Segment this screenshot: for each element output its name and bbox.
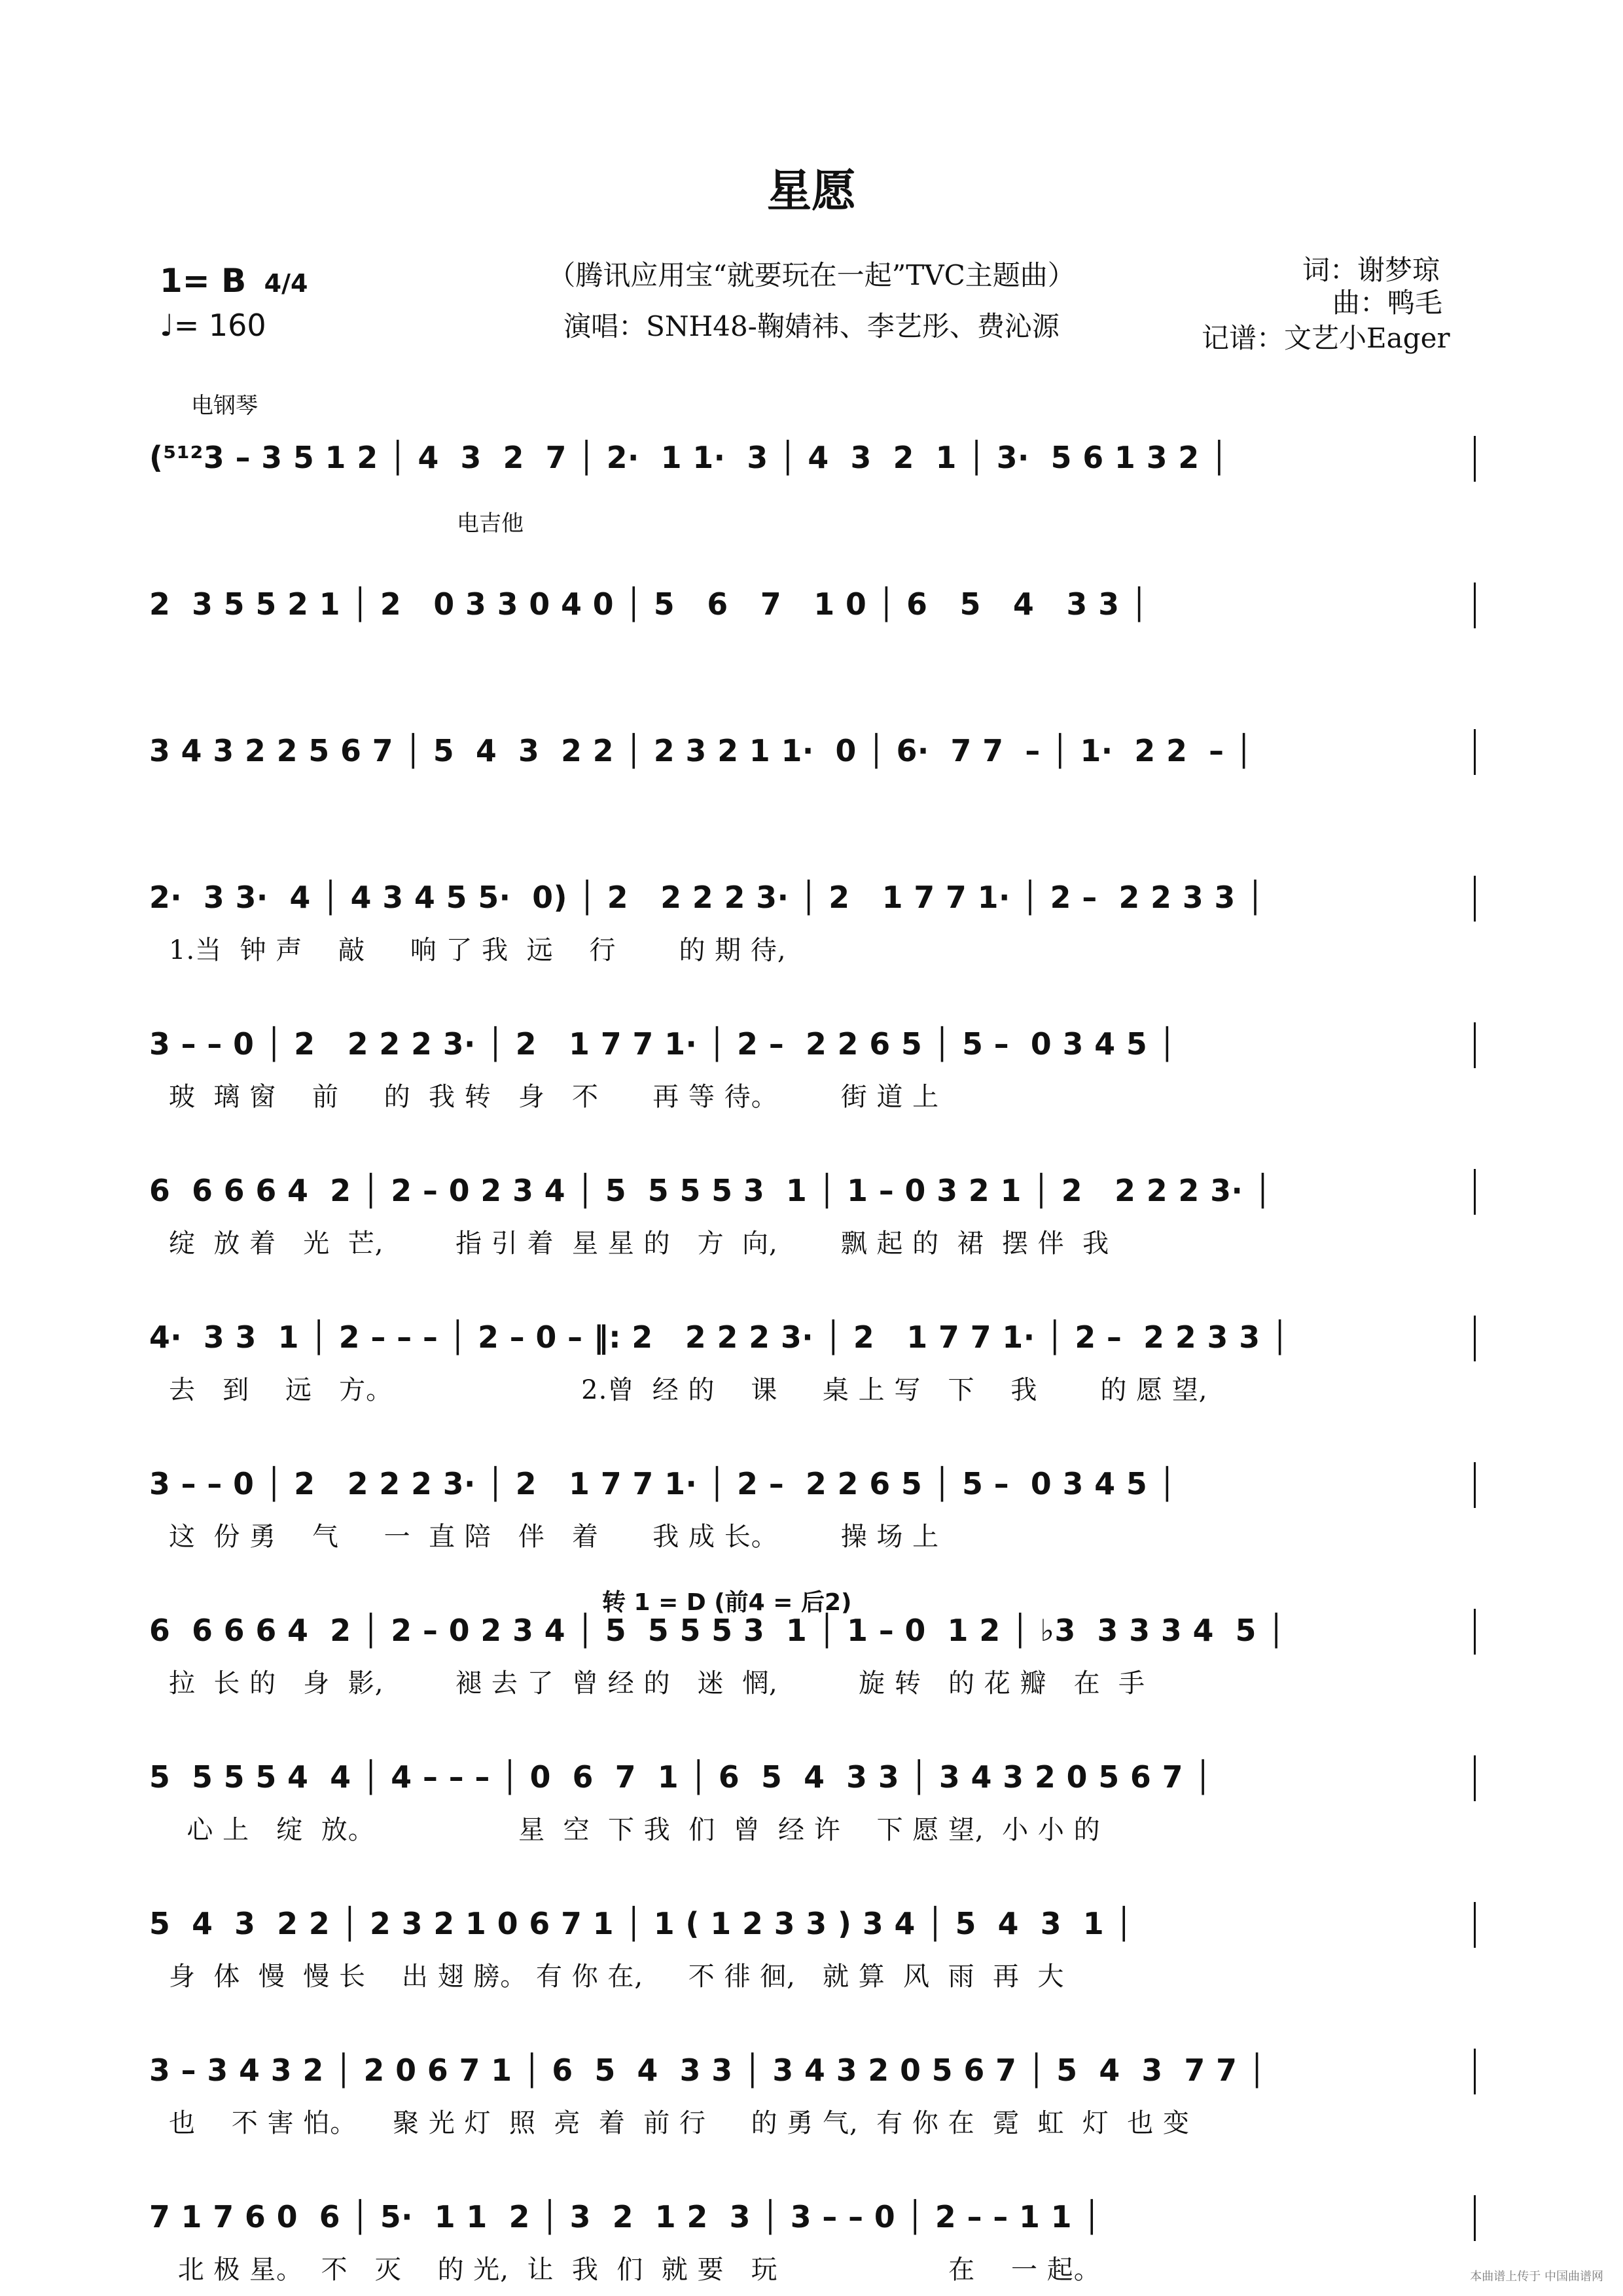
score-row bbox=[149, 440, 1474, 475]
lyric-line: 玻 璃 窗 前 的 我 转 身 不 再 等 待。 街 道 上 bbox=[169, 1082, 940, 1112]
score-row bbox=[149, 2053, 1474, 2140]
instrument-guitar: 电吉他 bbox=[457, 511, 524, 537]
tempo-marking: ♩= 160 bbox=[160, 308, 266, 343]
score-row bbox=[149, 1319, 1474, 1407]
score-row bbox=[149, 2199, 1474, 2286]
barline bbox=[1474, 876, 1476, 922]
barline bbox=[1474, 2195, 1476, 2241]
notation-line: 5 4 3 2 2 │ 2 3 2 1 0 6 7 1 │ 1 ( 1 2 3 3 ) 3 4 │ 5 4 3 1 │ bbox=[149, 1906, 1133, 1941]
key-label: 1= B bbox=[160, 262, 247, 300]
barline bbox=[1474, 1755, 1476, 1801]
composer: 曲：鸭毛 bbox=[1332, 287, 1443, 319]
time-signature: 4/4 bbox=[264, 269, 308, 298]
score-row bbox=[149, 1613, 1474, 1700]
barline bbox=[1474, 1169, 1476, 1215]
notation-line: 7 1 7 6 0 6 │ 5· 1 1 2 │ 3 2 1 2 3 │ 3 – – 0 │ 2 – – 1 1 │ bbox=[149, 2199, 1101, 2234]
lyric-line: 1.当 钟 声 敲 响 了 我 远 行 的 期 待, bbox=[169, 935, 787, 965]
page-title: 星愿 bbox=[766, 166, 856, 217]
footer-credit: 本曲谱上传于 中国曲谱网 bbox=[1470, 2270, 1603, 2284]
score-row bbox=[149, 1026, 1474, 1113]
barline bbox=[1474, 1462, 1476, 1508]
notation-line: (⁵¹²3 – 3 5 1 2 │ 4 3 2 7 │ 2· 1 1· 3 │ 4 3 2 1 │ 3· 5 6 1 3 2 │ bbox=[149, 440, 1229, 475]
score-row bbox=[149, 1906, 1474, 1993]
score-row bbox=[149, 1759, 1474, 1846]
lyric-line: 北 极 星。 不 灭 的 光, 让 我 们 就 要 玩 在 一 起。 bbox=[169, 2255, 1101, 2285]
transcriber: 记谱：文艺小Eager bbox=[1202, 322, 1450, 354]
barline bbox=[1474, 583, 1476, 628]
barline bbox=[1474, 2049, 1476, 2094]
notation-line: 4· 3 3 1 │ 2 – – – │ 2 – 0 – ‖: 2 2 2 2 3· │ 2 1 7 7 1· │ 2 – 2 2 3 3 │ bbox=[149, 1319, 1289, 1355]
notation-line: 3 4 3 2 2 5 6 7 │ 5 4 3 2 2 │ 2 3 2 1 1· 0 │ 6· 7 7 – │ 1· 2 2 – │ bbox=[149, 733, 1253, 768]
lyric-line: 拉 长 的 身 影, 褪 去 了 曾 经 的 迷 惘, 旋 转 的 花 瓣 在 手 bbox=[169, 1668, 1146, 1698]
subtitle: （腾讯应用宝“就要玩在一起”TVC主题曲） bbox=[548, 259, 1075, 291]
score-row bbox=[149, 1173, 1474, 1260]
lyricist: 词：谢梦琼 bbox=[1302, 254, 1440, 286]
lyric-line: 也 不 害 怕。 聚 光 灯 照 亮 着 前 行 的 勇 气, 有 你 在 霓 虹 灯 也 变 bbox=[169, 2108, 1190, 2138]
score-row bbox=[149, 586, 1474, 622]
performers: 演唱：SNH48-鞠婧祎、李艺彤、费沁源 bbox=[563, 310, 1060, 342]
score-row bbox=[149, 880, 1474, 967]
lyric-line: 这 份 勇 气 一 直 陪 伴 着 我 成 长。 操 场 上 bbox=[169, 1522, 940, 1552]
instrument-piano: 电钢琴 bbox=[191, 393, 258, 419]
barline bbox=[1474, 1902, 1476, 1948]
notation-line: 2 3 5 5 2 1 │ 2 0 3 3 0 4 0 │ 5 6 7 1 0 │ 6 5 4 3 3 │ bbox=[149, 586, 1149, 622]
lyric-line: 去 到 远 方。 2.曾 经 的 课 桌 上 写 下 我 的 愿 望, bbox=[169, 1375, 1208, 1405]
lyric-line: 身 体 慢 慢 长 出 翅 膀。 有 你 在, 不 徘 徊, 就 算 风 雨 再 大 bbox=[169, 1962, 1065, 1992]
notation-line: 3 – – 0 │ 2 2 2 2 3· │ 2 1 7 7 1· │ 2 – 2 2 6 5 │ 5 – 0 3 4 5 │ bbox=[149, 1026, 1177, 1062]
lyric-line: 绽 放 着 光 芒, 指 引 着 星 星 的 方 向, 飘 起 的 裙 摆 伴 我 bbox=[169, 1229, 1110, 1259]
notation-line: 6 6 6 6 4 2 │ 2 – 0 2 3 4 │ 5 5 5 5 3 1 │ 1 – 0 1 2 │ ♭3 3 3 3 4 5 │ bbox=[149, 1613, 1286, 1648]
notation-line: 3 – 3 4 3 2 │ 2 0 6 7 1 │ 6 5 4 3 3 │ 3 4 3 2 0 5 6 7 │ 5 4 3 7 7 │ bbox=[149, 2053, 1266, 2088]
modulation-mark: 转 1 = D (前4 = 后2) bbox=[602, 1589, 852, 1616]
score-row bbox=[149, 733, 1474, 768]
barline bbox=[1474, 1609, 1476, 1655]
notation-line: 3 – – 0 │ 2 2 2 2 3· │ 2 1 7 7 1· │ 2 – 2 2 6 5 │ 5 – 0 3 4 5 │ bbox=[149, 1466, 1177, 1501]
notation-line: 6 6 6 6 4 2 │ 2 – 0 2 3 4 │ 5 5 5 5 3 1 │ 1 – 0 3 2 1 │ 2 2 2 2 3· │ bbox=[149, 1173, 1272, 1208]
score-row bbox=[149, 1466, 1474, 1553]
notation-line: 5 5 5 5 4 4 │ 4 – – – │ 0 6 7 1 │ 6 5 4 3 3 │ 3 4 3 2 0 5 6 7 │ bbox=[149, 1759, 1213, 1795]
barline bbox=[1474, 1316, 1476, 1361]
notation-line: 2· 3 3· 4 │ 4 3 4 5 5· 0) │ 2 2 2 2 3· │ 2 1 7 7 1· │ 2 – 2 2 3 3 │ bbox=[149, 880, 1265, 915]
barline bbox=[1474, 436, 1476, 482]
barline bbox=[1474, 1022, 1476, 1068]
lyric-line: 心 上 绽 放。 星 空 下 我 们 曾 经 许 下 愿 望, 小 小 的 bbox=[169, 1815, 1101, 1845]
barline bbox=[1474, 729, 1476, 775]
